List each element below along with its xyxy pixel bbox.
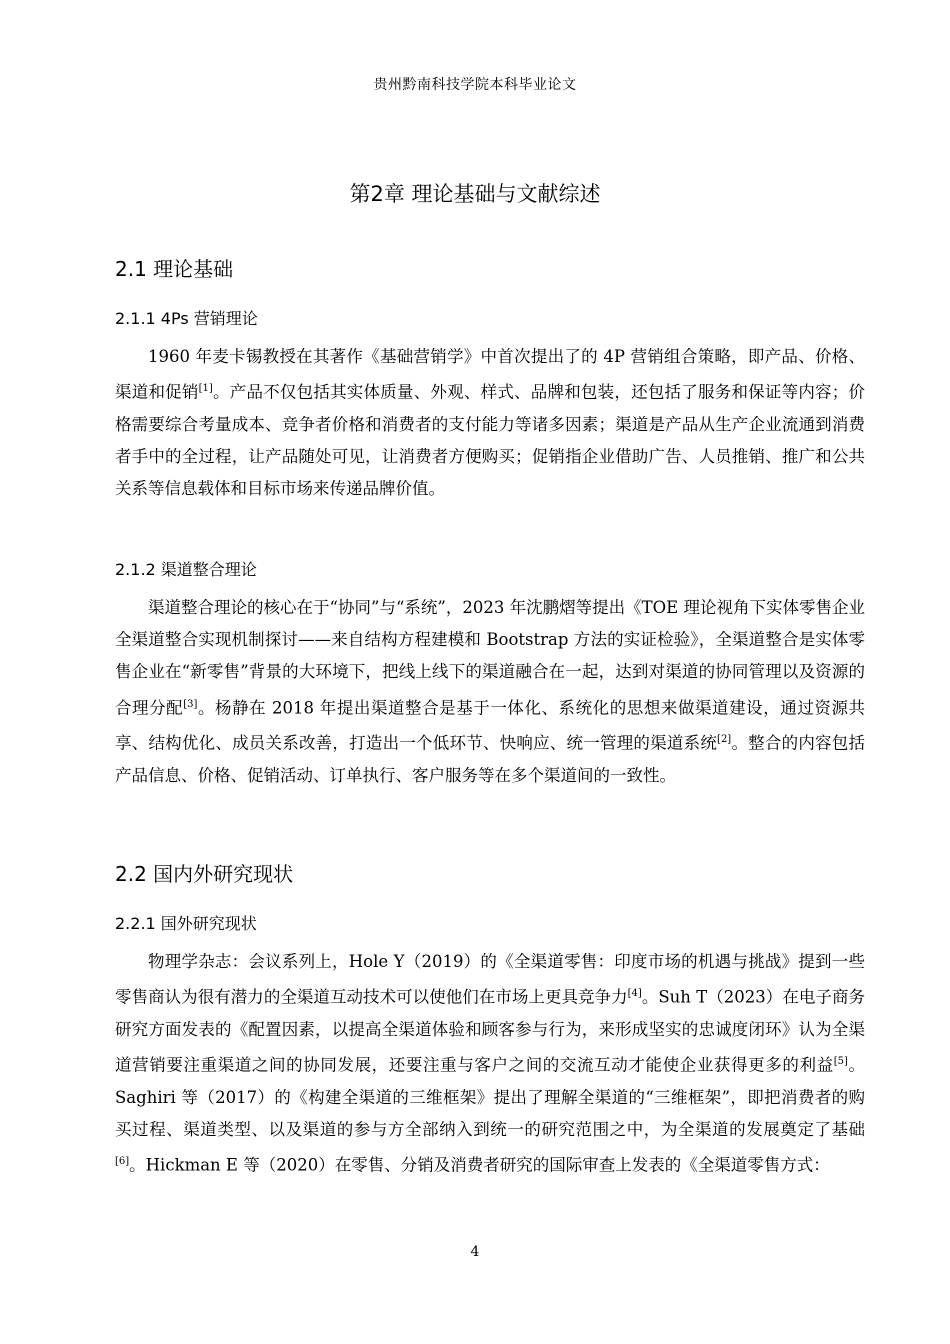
citation-marker: [4] — [627, 988, 642, 1000]
paragraph-4ps: 1960 年麦卡锡教授在其著作《基础营销学》中首次提出了的 4P 营销组合策略，即产品、价格、渠道和促销[1]。产品不仅包括其实体质量、外观、样式、品牌和包装，还包括了服务和保证等内容；价格需要综合考量成本、竞争者价格和消费者的支付能力等诸多因素；渠道是产品从生产企业流通到消费者手中的全过程，让产品随处可见，让消费者方便购买；促销指企业借助广告、人员推销、推广和公共关系等信息载体和目标市场来传递品牌价值。 — [115, 347, 866, 499]
section-heading-2-1: 2.1 理论基础 — [115, 257, 234, 281]
page-number: 4 — [470, 1244, 480, 1260]
citation-marker: [1] — [198, 383, 213, 395]
citation-marker: [3] — [183, 698, 198, 710]
subsection-heading-2-2-1: 2.2.1 国外研究现状 — [115, 914, 257, 933]
section-heading-2-2: 2.2 国内外研究现状 — [115, 862, 294, 886]
running-header: 贵州黔南科技学院本科毕业论文 — [373, 77, 577, 93]
paragraph-channel-integration: 渠道整合理论的核心在于“协同”与“系统”，2023 年沈鹏熠等提出《TOE 理论视角下实体零售企业全渠道整合实现机制探讨——来自结构方程建模和 Bootstrap 方法的实证检验》，全渠道整合是实体零售企业在“新零售”背景的大环境下，把线上线下的渠道融合在一起，达到对渠道的协同管理以及资源的合理分配[3]。杨静在 2018 年提出渠道整合是基于一体化、系统化的思想来做渠道建设，通过资源共享、结构优化、成员关系改善，打造出一个低环节、快响应、统一管理的渠道系统[2]。整合的内容包括产品信息、价格、促销活动、订单执行、客户服务等在多个渠道间的一致性。 — [115, 598, 866, 786]
citation-marker: [5] — [833, 1056, 848, 1068]
subsection-heading-2-1-1: 2.1.1 4Ps 营销理论 — [115, 309, 258, 328]
subsection-heading-2-1-2: 2.1.2 渠道整合理论 — [115, 560, 257, 579]
citation-marker: [2] — [717, 734, 732, 746]
citation-marker: [6] — [115, 1156, 130, 1168]
paragraph-foreign-research: 物理学杂志：会议系列上，Hole Y（2019）的《全渠道零售：印度市场的机遇与挑战》提到一些零售商认为很有潜力的全渠道互动技术可以使他们在市场上更具竞争力[4]。Suh T（2023）在电子商务研究方面发表的《配置因素，以提高全渠道体验和顾客参与行为，来形成坚实的忠诚度闭环》认为全渠道营销要注重渠道之间的协同发展，还要注重与客户之间的交流互动才能使企业获得更多的利益[5]。Saghiri 等（2017）的《构建全渠道的三维框架》提出了理解全渠道的“三维框架”，即把消费者的购买过程、渠道类型、以及渠道的参与方全部纳入到统一的研究范围之中，为全渠道的发展奠定了基础[6]。Hickman E 等（2020）在零售、分销及消费者研究的国际审查上发表的《全渠道零售方式： — [115, 952, 866, 1175]
chapter-title: 第2章 理论基础与文献综述 — [349, 182, 601, 206]
